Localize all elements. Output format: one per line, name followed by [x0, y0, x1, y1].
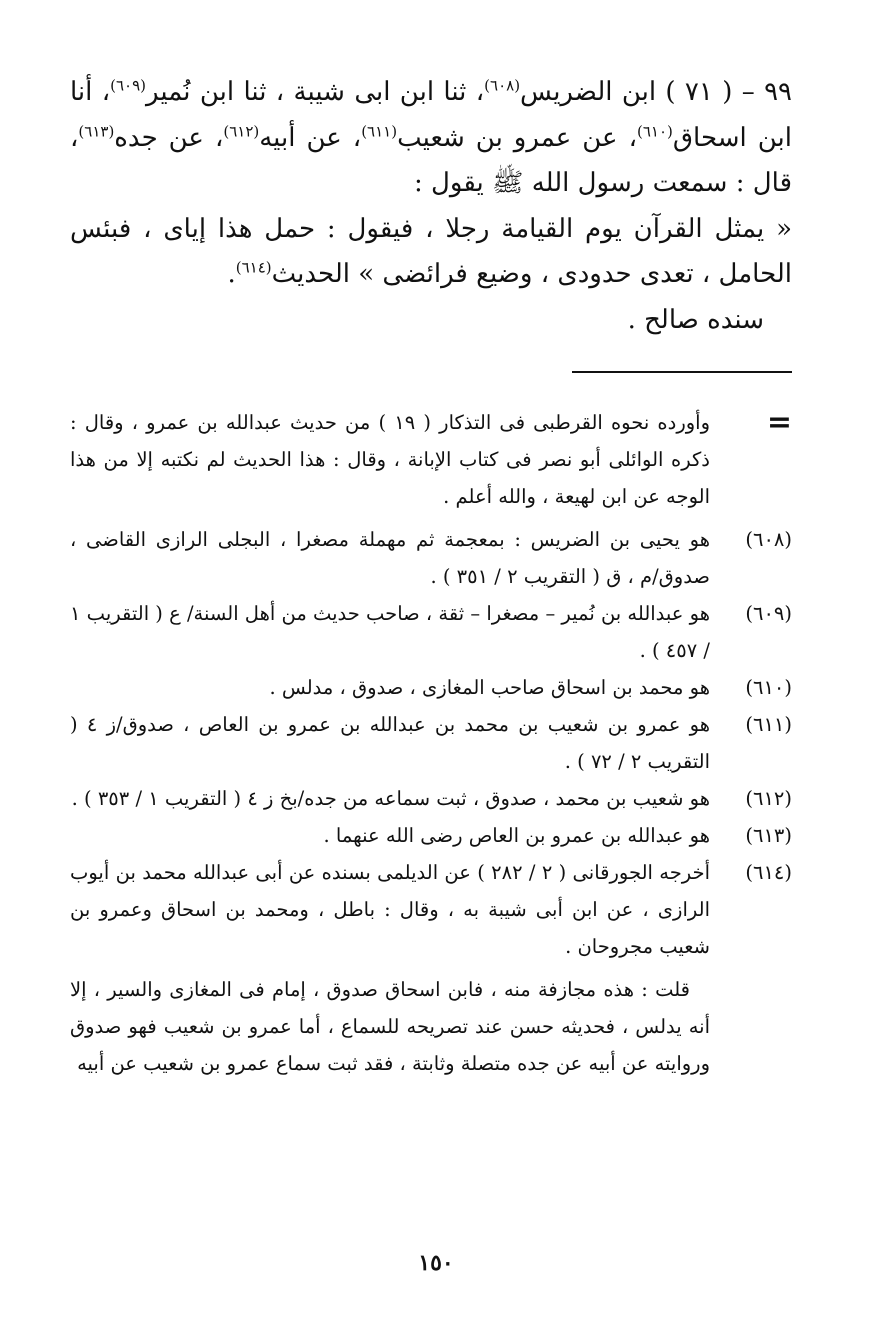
footnote-number: (٦١٣)	[745, 824, 792, 847]
hadith-text	[70, 70, 792, 343]
footnote-614	[70, 854, 792, 965]
footnote-number: (٦١٠)	[745, 676, 792, 699]
footnote-612	[70, 780, 792, 817]
footnote-text: هو محمد بن اسحاق صاحب المغازى ، صدوق ، مدلس .	[269, 676, 710, 699]
footnote-number: (٦١٤)	[745, 861, 792, 884]
footnote-ref-613[interactable]: (٦١٣)	[78, 121, 115, 140]
footnote-number: (٦١٢)	[745, 787, 792, 810]
isnad-part-3: ، عن عمرو بن شعيب	[397, 122, 637, 153]
footnote-609	[70, 595, 792, 669]
isnad-part-5: ، عن جده	[114, 122, 224, 153]
footnote-ref-612[interactable]: (٦١٢)	[223, 121, 260, 140]
isnad-part-6: ، قال : سمعت رسول الله ﷺ يقول :	[70, 122, 792, 198]
hadith-grade: سنده صالح .	[627, 304, 764, 335]
footnote-text: أخرجه الجورقانى ( ٢ / ٢٨٢ ) عن الديلمى بسنده عن أبى عبدالله محمد بن أيوب الرازى ، عن ابن أبى شيبة به ، وقال : باطل ، ومحمد بن اسحاق وعمرو بن شعيب مجروحان .	[70, 861, 710, 958]
footnote-separator	[572, 371, 792, 373]
page-number: ١٥٠	[418, 1250, 454, 1276]
editor-comment	[70, 971, 792, 1082]
footnotes	[70, 404, 792, 1082]
footnote-continuation	[70, 404, 792, 515]
footnote-ref-610[interactable]: (٦١٠)	[636, 121, 673, 140]
footnote-ref-614[interactable]: (٦١٤)	[235, 258, 272, 277]
footnote-ref-609[interactable]: (٦٠٩)	[110, 76, 147, 95]
footnote-ref-608[interactable]: (٦٠٨)	[484, 76, 521, 95]
footnote-number: (٦١١)	[745, 713, 792, 736]
footnote-613	[70, 817, 792, 854]
hadith-quote: « يمثل القرآن يوم القيامة رجلا ، فيقول : حمل هذا إياى ، فبئس الحامل ، تعدى حدودى ، وضيع فرائضى » الحديث	[70, 213, 792, 289]
footnote-611	[70, 706, 792, 780]
hadith-number-narrator: ٩٩ – ( ٧١ ) ابن الضريس	[520, 77, 792, 107]
footnote-text: هو عبدالله بن نُمير – مصغرا – ثقة ، صاحب حديث من أهل السنة/ ع ( التقريب ١ / ٤٥٧ ) .	[69, 602, 710, 662]
isnad-part-2: ، أنا ابن اسحاق	[70, 77, 792, 153]
continuation-mark: =	[766, 405, 792, 440]
footnote-text: هو شعيب بن محمد ، صدوق ، ثبت سماعه من جده/بخ ز ٤ ( التقريب ١ / ٣٥٣ ) .	[71, 787, 710, 810]
footnote-608	[70, 521, 792, 595]
footnote-number: (٦٠٩)	[745, 602, 792, 625]
footnote-text: هو عبدالله بن عمرو بن العاص رضى الله عنهما .	[323, 824, 710, 847]
isnad-part-1: ، ثنا ابن ابى شيبة ، ثنا ابن نُمير	[146, 77, 485, 107]
continuation-text: وأورده نحوه القرطبى فى التذكار ( ١٩ ) من حديث عبدالله بن عمرو ، وقال : ذكره الوائلى أبو نصر فى كتاب الإبانة ، وقال : هذا الحديث لم نكتبه إلا من هذا الوجه عن ابن لهيعة ، والله أعلم .	[70, 411, 710, 508]
footnote-text: هو عمرو بن شعيب بن محمد بن عبدالله بن عمرو بن العاص ، صدوق/ز ٤ ( التقريب ٢ / ٧٢ ) .	[70, 713, 710, 773]
comment-text: قلت : هذه مجازفة منه ، فابن اسحاق صدوق ، إمام فى المغازى والسير ، إلا أنه يدلس ، فحديثه حسن عند تصريحه للسماع ، أما عمرو بن شعيب فهو صدوق وروايته عن أبيه عن جده متصلة وثابتة ، فقد ثبت سماع عمرو بن شعيب عن أبيه	[70, 978, 710, 1075]
footnote-610	[70, 669, 792, 706]
hadith-isnad	[70, 70, 792, 207]
footnote-ref-611[interactable]: (٦١١)	[361, 121, 398, 140]
footnote-text: هو يحيى بن الضريس : بمعجمة ثم مهملة مصغرا ، البجلى الرازى القاضى ، صدوق/م ، ق ( التقريب ٢ / ٣٥١ ) .	[70, 528, 710, 588]
hadith-matn	[70, 207, 792, 298]
footnote-number: (٦٠٨)	[745, 528, 792, 551]
isnad-part-4: ، عن أبيه	[259, 122, 362, 153]
quote-end: .	[227, 259, 236, 289]
